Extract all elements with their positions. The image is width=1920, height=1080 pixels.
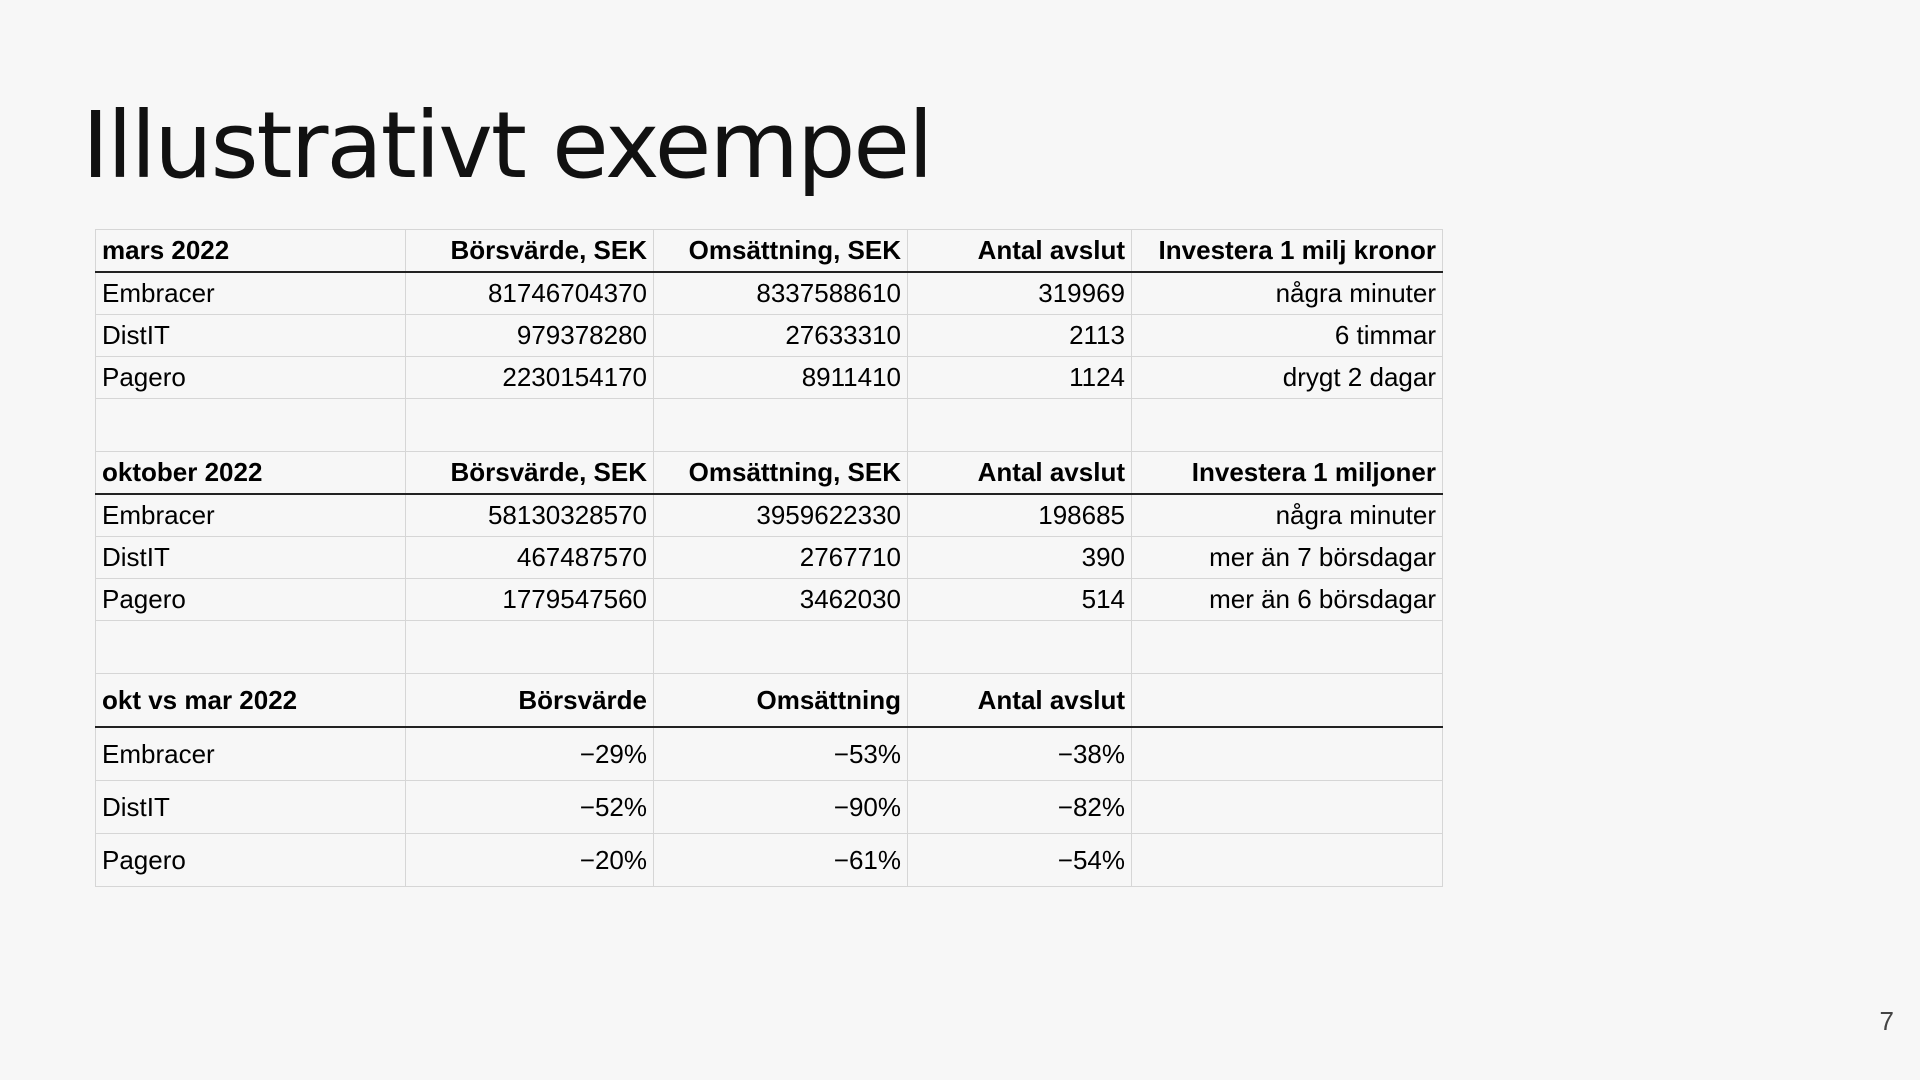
- company-cell: Pagero: [96, 579, 406, 621]
- value-cell: [1132, 727, 1443, 781]
- value-cell: 8337588610: [654, 272, 908, 315]
- page-number: 7: [1879, 1006, 1894, 1036]
- header-cell-antal-avslut: Antal avslut: [908, 674, 1132, 728]
- value-cell: −20%: [406, 834, 654, 887]
- company-cell: Pagero: [96, 834, 406, 887]
- table-row: [96, 781, 1443, 834]
- empty-cell: [96, 621, 406, 674]
- company-cell: DistIT: [96, 781, 406, 834]
- table-row: [96, 834, 1443, 887]
- header-cell-borsvarde: Börsvärde: [406, 674, 654, 728]
- value-cell: 8911410: [654, 357, 908, 399]
- header-cell-period: oktober 2022: [96, 452, 406, 495]
- value-cell: drygt 2 dagar: [1132, 357, 1443, 399]
- value-cell: 2113: [908, 315, 1132, 357]
- value-cell: 319969: [908, 272, 1132, 315]
- value-cell: 3959622330: [654, 494, 908, 537]
- value-cell: 6 timmar: [1132, 315, 1443, 357]
- value-cell: −82%: [908, 781, 1132, 834]
- empty-cell: [1132, 399, 1443, 452]
- company-cell: DistIT: [96, 315, 406, 357]
- value-cell: 467487570: [406, 537, 654, 579]
- value-cell: 27633310: [654, 315, 908, 357]
- header-cell-antal-avslut: Antal avslut: [908, 230, 1132, 273]
- empty-cell: [654, 399, 908, 452]
- table-row: [96, 494, 1443, 537]
- table-row: [96, 579, 1443, 621]
- value-cell: 390: [908, 537, 1132, 579]
- header-cell-investera: Investera 1 milj kronor: [1132, 230, 1443, 273]
- header-row-mars: [96, 230, 1443, 273]
- header-cell-period: mars 2022: [96, 230, 406, 273]
- value-cell: [1132, 781, 1443, 834]
- value-cell: −90%: [654, 781, 908, 834]
- value-cell: 1779547560: [406, 579, 654, 621]
- value-cell: några minuter: [1132, 494, 1443, 537]
- value-cell: −53%: [654, 727, 908, 781]
- value-cell: [1132, 834, 1443, 887]
- value-cell: −54%: [908, 834, 1132, 887]
- value-cell: 198685: [908, 494, 1132, 537]
- spacer-row: [96, 621, 1443, 674]
- header-cell-borsvarde: Börsvärde, SEK: [406, 452, 654, 495]
- header-row-oktober: [96, 452, 1443, 495]
- header-cell-empty: [1132, 674, 1443, 728]
- header-row-comparison: [96, 674, 1443, 728]
- empty-cell: [908, 621, 1132, 674]
- company-cell: DistIT: [96, 537, 406, 579]
- value-cell: 514: [908, 579, 1132, 621]
- table-row: [96, 357, 1443, 399]
- empty-cell: [908, 399, 1132, 452]
- slide-title: Illustrativt exempel: [82, 92, 932, 199]
- value-cell: 2230154170: [406, 357, 654, 399]
- company-cell: Pagero: [96, 357, 406, 399]
- value-cell: mer än 7 börsdagar: [1132, 537, 1443, 579]
- header-cell-omsattning: Omsättning, SEK: [654, 452, 908, 495]
- value-cell: −29%: [406, 727, 654, 781]
- table-row: [96, 537, 1443, 579]
- spacer-row: [96, 399, 1443, 452]
- value-cell: −38%: [908, 727, 1132, 781]
- table-row: [96, 727, 1443, 781]
- value-cell: mer än 6 börsdagar: [1132, 579, 1443, 621]
- company-cell: Embracer: [96, 272, 406, 315]
- value-cell: 3462030: [654, 579, 908, 621]
- empty-cell: [96, 399, 406, 452]
- header-cell-antal-avslut: Antal avslut: [908, 452, 1132, 495]
- header-cell-investera: Investera 1 miljoner: [1132, 452, 1443, 495]
- value-cell: −52%: [406, 781, 654, 834]
- value-cell: 979378280: [406, 315, 654, 357]
- header-cell-borsvarde: Börsvärde, SEK: [406, 230, 654, 273]
- table-row: [96, 315, 1443, 357]
- empty-cell: [654, 621, 908, 674]
- empty-cell: [406, 399, 654, 452]
- value-cell: 2767710: [654, 537, 908, 579]
- header-cell-period: okt vs mar 2022: [96, 674, 406, 728]
- empty-cell: [1132, 621, 1443, 674]
- value-cell: −61%: [654, 834, 908, 887]
- company-cell: Embracer: [96, 727, 406, 781]
- empty-cell: [406, 621, 654, 674]
- company-cell: Embracer: [96, 494, 406, 537]
- value-cell: några minuter: [1132, 272, 1443, 315]
- value-cell: 1124: [908, 357, 1132, 399]
- header-cell-omsattning: Omsättning: [654, 674, 908, 728]
- header-cell-omsattning: Omsättning, SEK: [654, 230, 908, 273]
- data-table: [95, 229, 1443, 887]
- value-cell: 58130328570: [406, 494, 654, 537]
- value-cell: 81746704370: [406, 272, 654, 315]
- table-row: [96, 272, 1443, 315]
